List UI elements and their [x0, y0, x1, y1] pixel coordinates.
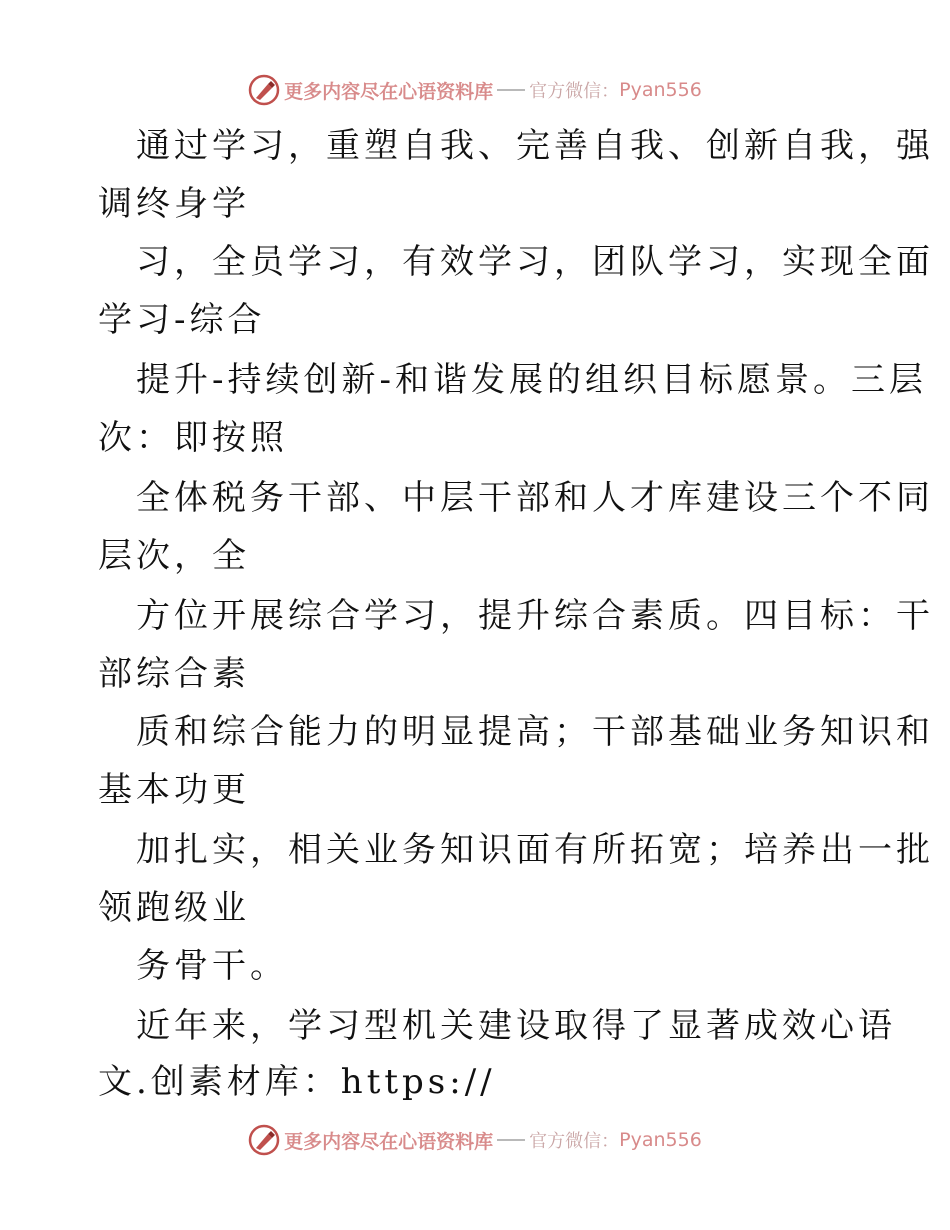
watermark-divider — [497, 89, 525, 91]
watermark-account: Pyan556 — [619, 79, 702, 101]
text-line: 务骨干。 — [136, 946, 288, 986]
text-line: 次：即按照 — [98, 418, 288, 458]
text-line: 部综合素 — [98, 654, 250, 694]
text-line: 通过学习，重塑自我、完善自我、创新自我，强 — [136, 126, 934, 166]
text-line: 加扎实，相关业务知识面有所拓宽；培养出一批 — [136, 830, 934, 870]
text-line: 层次，全 — [98, 536, 250, 576]
text-line: 质和综合能力的明显提高；干部基础业务知识和 — [136, 712, 934, 752]
watermark-account: Pyan556 — [619, 1129, 702, 1151]
text-line: 领跑级业 — [98, 888, 250, 928]
text-line: 学习-综合 — [98, 300, 266, 340]
text-line: 习，全员学习，有效学习，团队学习，实现全面 — [136, 242, 934, 282]
text-line: 调终身学 — [98, 184, 250, 224]
text-line: 全体税务干部、中层干部和人才库建设三个不同 — [136, 478, 934, 518]
text-line: 基本功更 — [98, 770, 250, 810]
watermark-label: 官方微信： — [529, 81, 620, 102]
text-line: 近年来，学习型机关建设取得了显著成效心语 — [136, 1006, 896, 1046]
pen-logo-icon — [248, 74, 280, 106]
watermark-header — [0, 70, 950, 110]
watermark-divider — [497, 1139, 525, 1141]
watermark-label: 官方微信： — [529, 1131, 620, 1152]
watermark-brand: 更多内容尽在心语资料库 — [284, 80, 494, 103]
watermark-brand: 更多内容尽在心语资料库 — [284, 1130, 494, 1153]
text-line: 方位开展综合学习，提升综合素质。四目标：干 — [136, 596, 934, 636]
text-line: 文.创素材库：https:// — [98, 1062, 496, 1102]
watermark-footer — [0, 1120, 950, 1160]
pen-logo-icon — [248, 1124, 280, 1156]
text-line: 提升-持续创新-和谐发展的组织目标愿景。三层 — [136, 360, 927, 400]
